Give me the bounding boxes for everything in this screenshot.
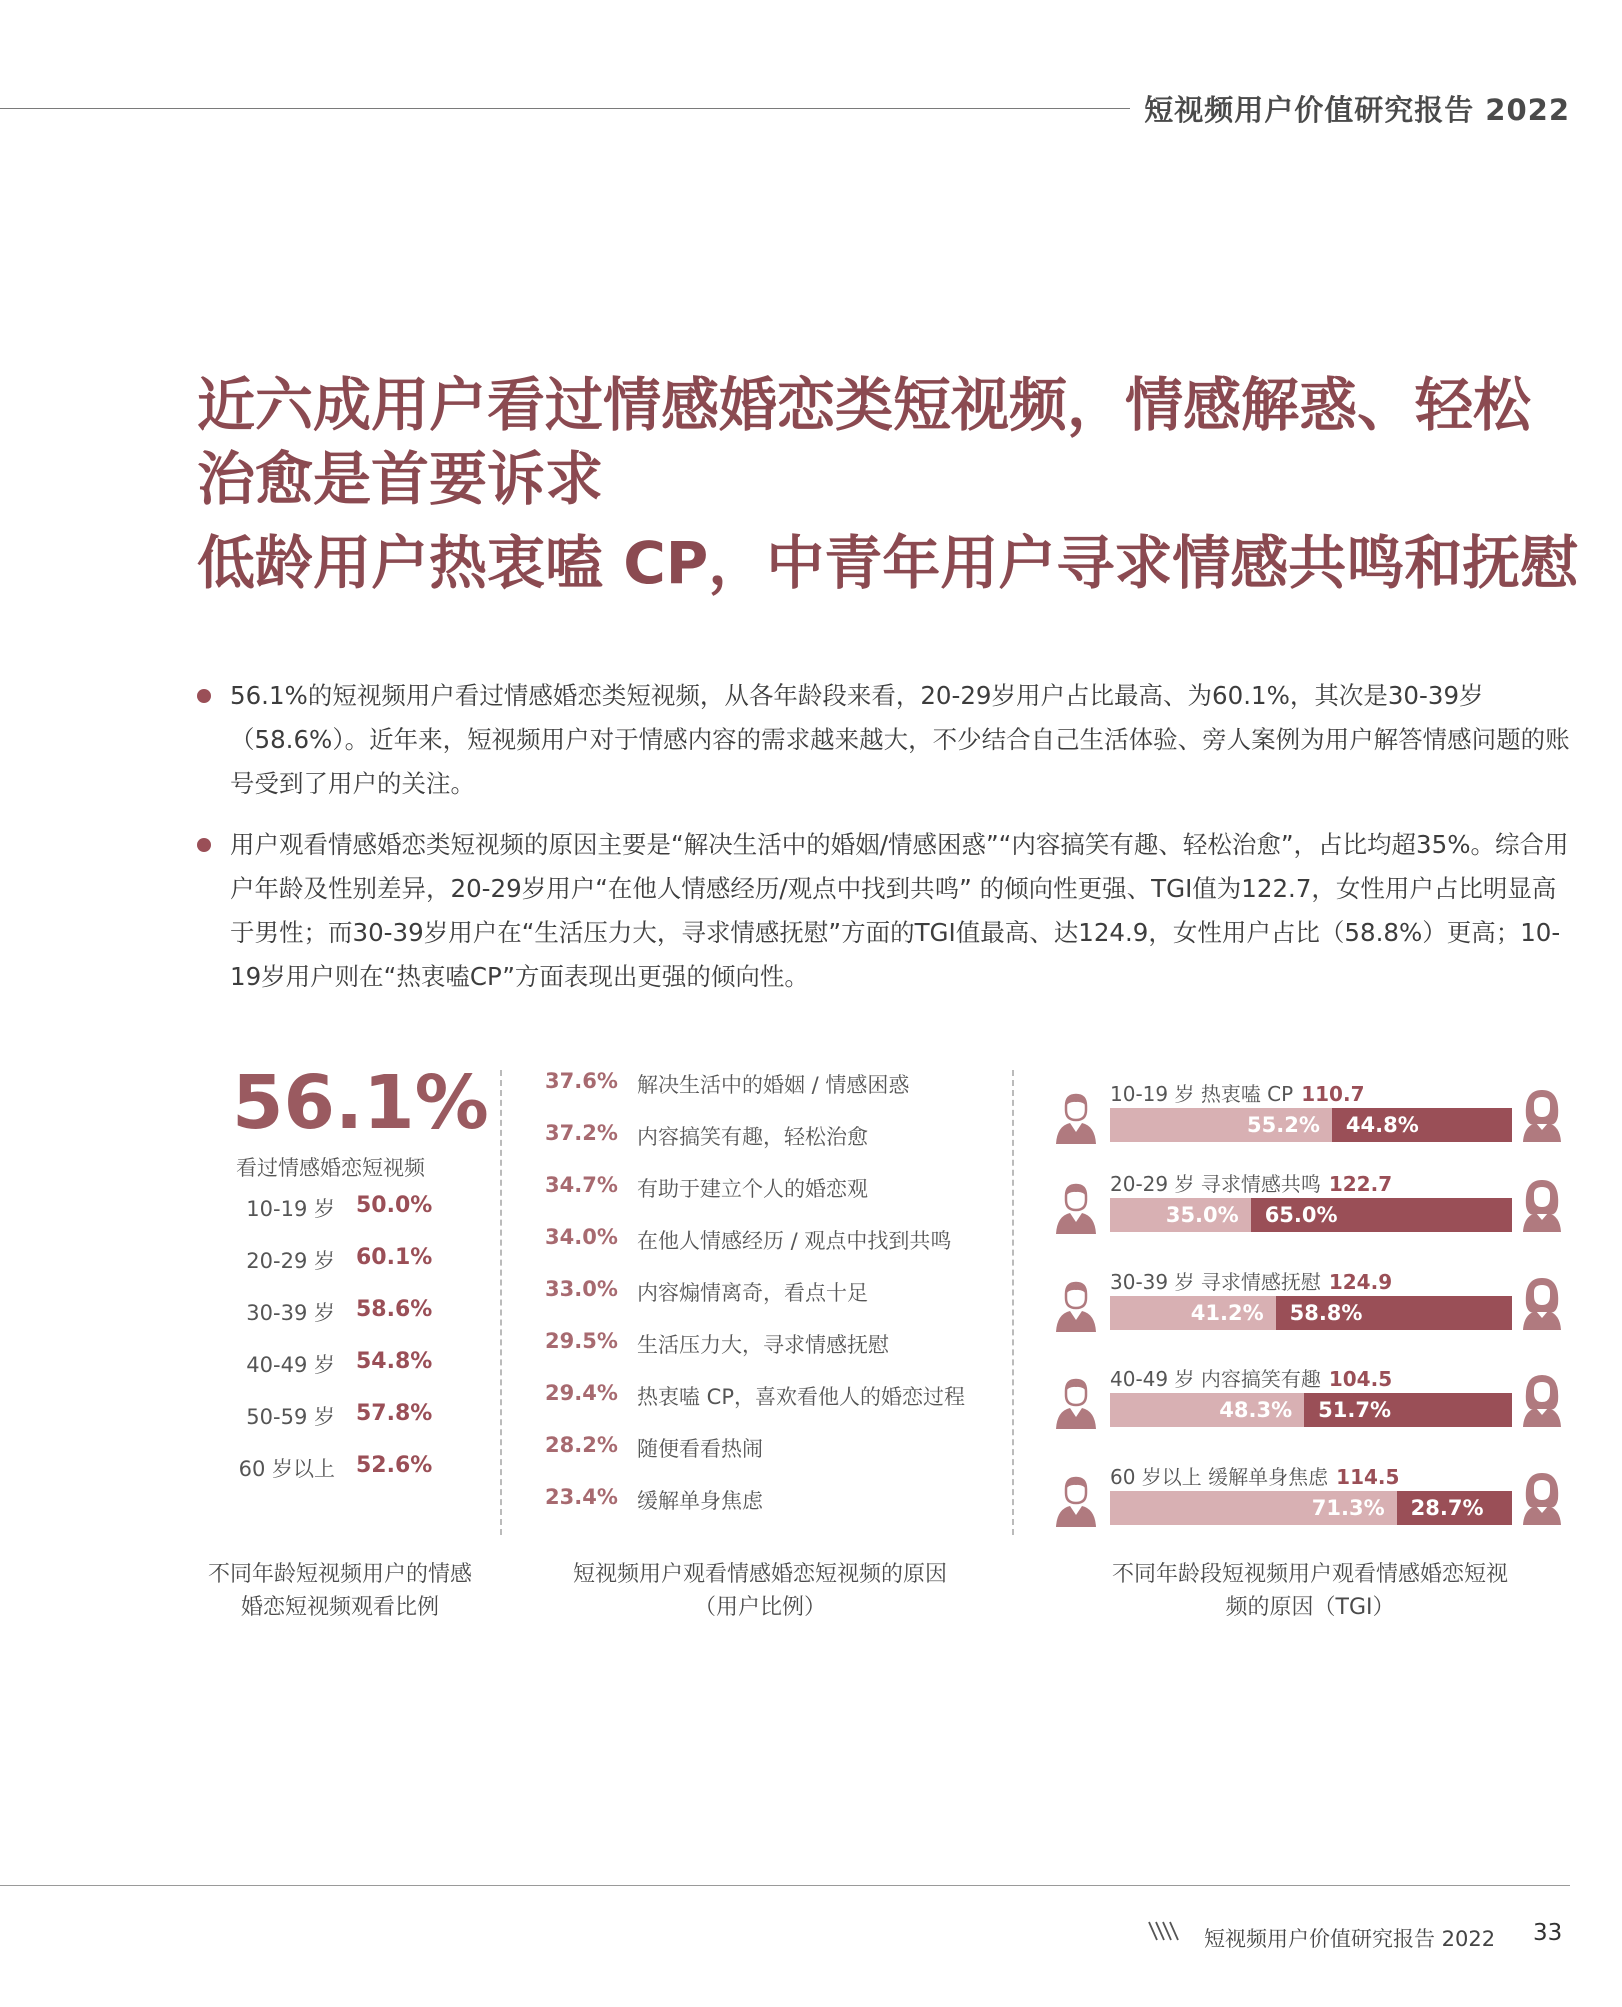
reason-text: 缓解单身焦虑	[637, 1489, 763, 1513]
age-ratio-row	[200, 1349, 450, 1379]
slash-lines-icon	[1147, 1920, 1181, 1942]
gender-split-bar	[1110, 1108, 1512, 1142]
caption-line: 不同年龄短视频用户的情感	[207, 1562, 472, 1587]
header-rule	[0, 108, 1130, 109]
page-number: 33	[1533, 1920, 1563, 1946]
bullet-dot-icon	[197, 689, 211, 703]
tgi-value: 122.7	[1328, 1172, 1393, 1196]
reason-percent: 28.2%	[545, 1433, 618, 1457]
age-ratio-value: 52.6%	[356, 1453, 433, 1478]
male-user-icon	[1054, 1092, 1098, 1144]
tgi-label	[1110, 1461, 1399, 1490]
female-user-icon	[1520, 1176, 1564, 1232]
age-label: 50-59 岁	[246, 1405, 335, 1429]
male-share-segment: 41.2%	[1110, 1296, 1276, 1330]
reason-percent: 23.4%	[545, 1485, 618, 1509]
reason-row	[545, 1381, 1025, 1411]
tgi-label	[1110, 1078, 1364, 1107]
age-label: 30-39 岁	[246, 1301, 335, 1325]
female-share-segment: 44.8%	[1332, 1108, 1512, 1142]
reason-text: 在他人情感经历 / 观点中找到共鸣	[637, 1229, 952, 1253]
reason-percent: 37.2%	[545, 1121, 618, 1145]
female-share-segment: 51.7%	[1304, 1393, 1512, 1427]
caption-line: 频的原因（TGI）	[1225, 1595, 1395, 1620]
reason-row	[545, 1069, 1025, 1099]
right-panel-caption	[1050, 1558, 1570, 1624]
age-ratio-row	[200, 1297, 450, 1327]
reason-row	[545, 1225, 1025, 1255]
tgi-value: 110.7	[1301, 1082, 1365, 1106]
tgi-label	[1110, 1363, 1392, 1392]
headline-line-3: 低龄用户热衷嗑 CP，中青年用户寻求情感共鸣和抚慰	[197, 529, 1579, 597]
reason-percent: 34.0%	[545, 1225, 618, 1249]
middle-panel-caption	[530, 1558, 990, 1624]
overall-watch-ratio: 56.1%	[232, 1060, 489, 1146]
age-ratio-row	[200, 1193, 450, 1223]
headline-line-1: 近六成用户看过情感婚恋类短视频，情感解惑、轻松	[197, 371, 1532, 439]
caption-line: 婚恋短视频观看比例	[240, 1595, 439, 1620]
age-label: 10-19 岁	[246, 1197, 335, 1221]
age-label: 60 岁以上	[238, 1457, 335, 1481]
reason-row	[545, 1277, 1025, 1307]
reason-percent: 34.7%	[545, 1173, 618, 1197]
male-share-segment: 48.3%	[1110, 1393, 1304, 1427]
reason-text: 有助于建立个人的婚恋观	[637, 1177, 868, 1201]
age-ratio-value: 60.1%	[356, 1245, 433, 1270]
age-ratio-row	[200, 1401, 450, 1431]
tgi-reason: 10-19 岁 热衷嗑 CP	[1110, 1082, 1294, 1106]
bullet-item	[197, 823, 1577, 999]
reason-text: 内容搞笑有趣，轻松治愈	[637, 1125, 868, 1149]
female-share-segment: 28.7%	[1397, 1491, 1512, 1525]
page-headline	[197, 368, 1577, 600]
header-report-title: 短视频用户价值研究报告 2022	[1144, 93, 1570, 127]
tgi-group	[1048, 1363, 1568, 1445]
female-user-icon	[1520, 1274, 1564, 1330]
tgi-group	[1048, 1078, 1568, 1160]
caption-line: 不同年龄段短视频用户观看情感婚恋短视	[1111, 1562, 1508, 1587]
female-user-icon	[1520, 1086, 1564, 1142]
tgi-group	[1048, 1168, 1568, 1250]
male-user-icon	[1054, 1475, 1098, 1527]
left-panel-caption	[180, 1558, 500, 1624]
tgi-label	[1110, 1168, 1392, 1197]
age-ratio-value: 54.8%	[356, 1349, 433, 1374]
caption-line: （用户比例）	[693, 1595, 826, 1620]
footer-report-title: 短视频用户价值研究报告 2022	[1204, 1927, 1496, 1951]
reason-percent: 37.6%	[545, 1069, 618, 1093]
female-share-segment: 65.0%	[1251, 1198, 1512, 1232]
footer-rule	[0, 1885, 1570, 1886]
caption-line: 短视频用户观看情感婚恋短视频的原因	[572, 1562, 947, 1587]
male-share-segment: 71.3%	[1110, 1491, 1397, 1525]
bullet-text: 56.1%的短视频用户看过情感婚恋类短视频，从各年龄段来看，20-29岁用户占比最高、为60.1%，其次是30-39岁（58.6%）。近年来，短视频用户对于情感内容的需求越来越大，不少结合自己生活体验、旁人案例为用户解答情感问题的账号受到了用户的关注。	[230, 681, 1570, 798]
bullet-text: 用户观看情感婚恋类短视频的原因主要是“解决生活中的婚姻/情感困惑”“内容搞笑有趣、轻松治愈”，占比均超35%。综合用户年龄及性别差异，20-29岁用户“在他人情感经历/观点中找到共鸣” 的倾向性更强、TGI值为122.7，女性用户占比明显高于男性；而30-39岁用户在“生活压力大，寻求情感抚慰”方面的TGI值最高、达124.9，女性用户占比（58.8%）更高；10-19岁用户则在“热衷嗑CP”方面表现出更强的倾向性。	[230, 830, 1569, 991]
bullet-dot-icon	[197, 838, 211, 852]
reason-row	[545, 1121, 1025, 1151]
bullet-list	[197, 674, 1577, 1016]
reason-row	[545, 1485, 1025, 1515]
tgi-value: 104.5	[1328, 1367, 1393, 1391]
male-user-icon	[1054, 1182, 1098, 1234]
reason-percent: 29.4%	[545, 1381, 618, 1405]
bullet-item	[197, 674, 1577, 806]
male-share-segment: 55.2%	[1110, 1108, 1332, 1142]
reason-text: 解决生活中的婚姻 / 情感困惑	[637, 1073, 910, 1097]
tgi-value: 114.5	[1336, 1465, 1400, 1489]
tgi-reason: 30-39 岁 寻求情感抚慰	[1110, 1270, 1321, 1294]
gender-split-bar	[1110, 1491, 1512, 1525]
reason-row	[545, 1173, 1025, 1203]
female-share-segment: 58.8%	[1276, 1296, 1512, 1330]
tgi-group	[1048, 1461, 1568, 1543]
male-share-segment: 35.0%	[1110, 1198, 1251, 1232]
gender-split-bar	[1110, 1198, 1512, 1232]
age-ratio-value: 50.0%	[356, 1193, 433, 1218]
reason-row	[545, 1433, 1025, 1463]
reason-text: 内容煽情离奇，看点十足	[637, 1281, 868, 1305]
female-user-icon	[1520, 1371, 1564, 1427]
age-ratio-value: 58.6%	[356, 1297, 433, 1322]
tgi-reason: 60 岁以上 缓解单身焦虑	[1110, 1465, 1329, 1489]
tgi-reason: 20-29 岁 寻求情感共鸣	[1110, 1172, 1321, 1196]
reason-percent: 29.5%	[545, 1329, 618, 1353]
gender-split-bar	[1110, 1296, 1512, 1330]
age-ratio-row	[200, 1245, 450, 1275]
reason-row	[545, 1329, 1025, 1359]
tgi-label	[1110, 1266, 1392, 1295]
reason-text: 热衷嗑 CP，喜欢看他人的婚恋过程	[637, 1385, 966, 1409]
tgi-reason: 40-49 岁 内容搞笑有趣	[1110, 1367, 1321, 1391]
tgi-group	[1048, 1266, 1568, 1348]
age-ratio-row	[200, 1453, 450, 1483]
female-user-icon	[1520, 1469, 1564, 1525]
reason-percent: 33.0%	[545, 1277, 618, 1301]
reason-text: 随便看看热闹	[637, 1437, 763, 1461]
headline-line-2: 治愈是首要诉求	[197, 445, 604, 513]
male-user-icon	[1054, 1280, 1098, 1332]
column-divider	[500, 1070, 502, 1535]
overall-watch-label: 看过情感婚恋短视频	[236, 1156, 425, 1180]
age-ratio-value: 57.8%	[356, 1401, 433, 1426]
age-label: 40-49 岁	[246, 1353, 335, 1377]
age-label: 20-29 岁	[246, 1249, 335, 1273]
gender-split-bar	[1110, 1393, 1512, 1427]
reason-text: 生活压力大，寻求情感抚慰	[637, 1333, 889, 1357]
male-user-icon	[1054, 1377, 1098, 1429]
tgi-value: 124.9	[1328, 1270, 1393, 1294]
